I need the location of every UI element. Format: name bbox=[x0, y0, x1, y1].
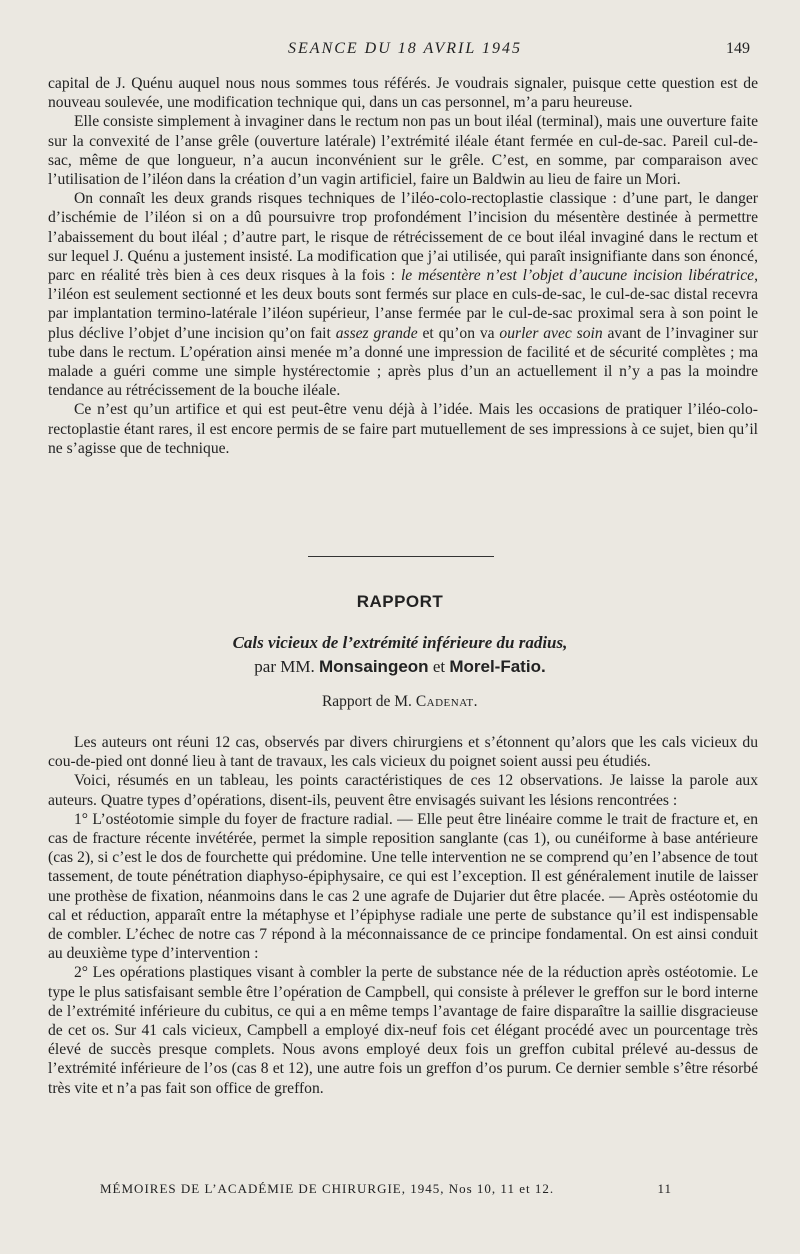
paragraph: capital de J. Quénu auquel nous nous sommes tous référés. Je voudrais signaler, puisque cette question est de nouveau soulevée, une modification technique qui, dans un cas personnel, m’a paru heureuse. bbox=[48, 75, 758, 112]
paragraph: Ce n’est qu’un artifice et qui est peut-être venu déjà à l’idée. Mais les occasions de pratiquer l’iléo-colo-rectoplastie étant rares, il est encore permis de se faire part mutuellement de ses impressions à ce sujet, bien qu’il ne s’agisse que de technique. bbox=[48, 401, 758, 457]
running-head bbox=[50, 40, 760, 62]
footer-signature-mark: 11 bbox=[657, 1181, 672, 1196]
footer-citation: MÉMOIRES DE L’ACADÉMIE DE CHIRURGIE, 1945, Nos 10, 11 et 12. bbox=[100, 1181, 555, 1196]
paragraph bbox=[48, 189, 758, 400]
text-run: avant de l’invaginer sur tube dans le rectum. L’opération ainsi menée m’a donné une impression de facilité et de sécurité complètes ; ma malade a guéri comme une simple hystérectomie ; après plus d’un an actuellement il n’y a pas la moindre tendance au rétrécissement de la bouche iléale. bbox=[48, 324, 758, 400]
paragraph: 1° L’ostéotomie simple du foyer de fracture radial. — Elle peut être linéaire comme le trait de fracture et, en cas de fracture récente invétérée, permet la simple reposition sanglante (cas 1), ou cunéiforme à base antérieure (cas 2), si c’est le dos de fourchette qui prédomine. Une telle intervention ne se comprend qu’en l’absence de tout tassement, de toute pénétration diaphyso-épiphysaire, ce qui est l’exception. Il est généralement inutile de laisser une prothèse de fixation, néanmoins dans le cas 2 une agrafe de Dujarier dut être placée. — Après ostéotomie du cal et réduction, apparaît entre la métaphyse et l’épiphyse radiale une perte de substance qu’il est indispensable de combler. L’échec de notre cas 7 répond à la méconnaissance de ce principe fondamental. On est ainsi conduit au deuxième type d’intervention : bbox=[48, 810, 758, 963]
rapport-reporter bbox=[0, 693, 800, 711]
rapport-subtitle: Cals vicieux de l’extrémité inférieure du radius, bbox=[232, 633, 568, 652]
rapport-authors bbox=[0, 657, 800, 677]
paragraph: Voici, résumés en un tableau, les points caractéristiques de ces 12 observations. Je laisse la parole aux auteurs. Quatre types d’opérations, disent-ils, peuvent être envisagés suivant les lésions rencontrées : bbox=[48, 772, 758, 809]
text-run: , l’iléon est seulement sectionné et les deux bouts sont fermés sur place en culs-de-sac, le cul-de-sac distal recevra par implantation termino-latérale l’iléon supérieur, l’anse fermée par le cul-de-sac proximal sera à son point le plus déclive l’objet d’une incision qu’on fait bbox=[48, 267, 758, 342]
paragraph: Les auteurs ont réuni 12 cas, observés par divers chirurgiens et s’étonnent qu’alors que les cals vicieux du cou-de-pied ont donné lieu à tant de travaux, les cals vicieux du poignet soient aussi peu étudiés. bbox=[48, 734, 758, 771]
author-name: Morel-Fatio. bbox=[449, 657, 546, 676]
text-run: On connaît les deux grands risques techniques de l’iléo-colo-rectoplastie classique : d’une part, le danger d’ischémie de l’iléon si on a dû poursuivre trop profondément l’incision du mésentère destinée à permettre l’abaissement du bout iléal ; d’autre part, le risque de rétrécissement de ce bout iléal invaginé dans le rectum et sur lequel J. Quénu a justement insisté. La modification que j’ai utilisée, qui paraît insignifiante dans son énoncé, parc en réalité très bien à ces deux risques à la fois : bbox=[48, 190, 758, 285]
reporter-name: Cadenat. bbox=[415, 693, 479, 710]
paragraph: 2° Les opérations plastiques visant à combler la perte de substance née de la réduction après ostéotomie. Le type le plus satisfaisant semble être l’opération de Campbell, qui consiste à prélever le greffon sur le bord interne de l’extrémité inférieure du cubitus, ce qui a en même temps l’avantage de faire disparaître la saillie disgracieuse de cet os. Sur 41 cals vicieux, Campbell a employé dix-neuf fois cet élégant procédé avec un pourcentage très élevé de succès presque complets. Nous avons employé deux fois un greffon cubital prélevé au-dessus de l’extrémité inférieure de l’os (cas 8 et 12), une autre fois un greffon d’os purum. Ce dernier semble s’être résorbé très vite et n’a pas fait son office de greffon. bbox=[48, 964, 758, 1097]
authors-prefix: par MM. bbox=[254, 657, 315, 676]
italic-run: le mésentère n’est l’objet d’aucune incision libératrice bbox=[400, 267, 755, 285]
reporter-prefix: Rapport de M. bbox=[321, 693, 412, 710]
author-name: Monsaingeon bbox=[319, 657, 429, 676]
section-divider bbox=[308, 556, 494, 557]
rapport-heading: RAPPORT bbox=[356, 592, 444, 611]
rapport-text bbox=[48, 733, 758, 1098]
text-run: et qu’on va bbox=[417, 324, 500, 342]
running-head-title: SEANCE DU 18 AVRIL 1945 bbox=[288, 40, 522, 57]
italic-run: assez grande bbox=[335, 324, 418, 342]
discussion-text bbox=[48, 74, 758, 458]
paragraph: Elle consiste simplement à invaginer dans le rectum non pas un bout iléal (terminal), mais une ouverture faite sur la convexité de l’anse grêle (ouverture latérale) l’extrémité iléale étant fermée en cul-de-sac. Pareil cul-de-sac, même de que longueur, n’a aucun inconvénient sur le grêle. C’est, en somme, par comparaison avec l’utilisation de l’iléon dans la création d’un vagin artificiel, faire un Baldwin au lieu de faire un Mori. bbox=[48, 113, 758, 189]
italic-run: ourler avec soin bbox=[499, 324, 603, 342]
authors-and: et bbox=[432, 657, 446, 676]
page-number: 149 bbox=[726, 40, 750, 57]
